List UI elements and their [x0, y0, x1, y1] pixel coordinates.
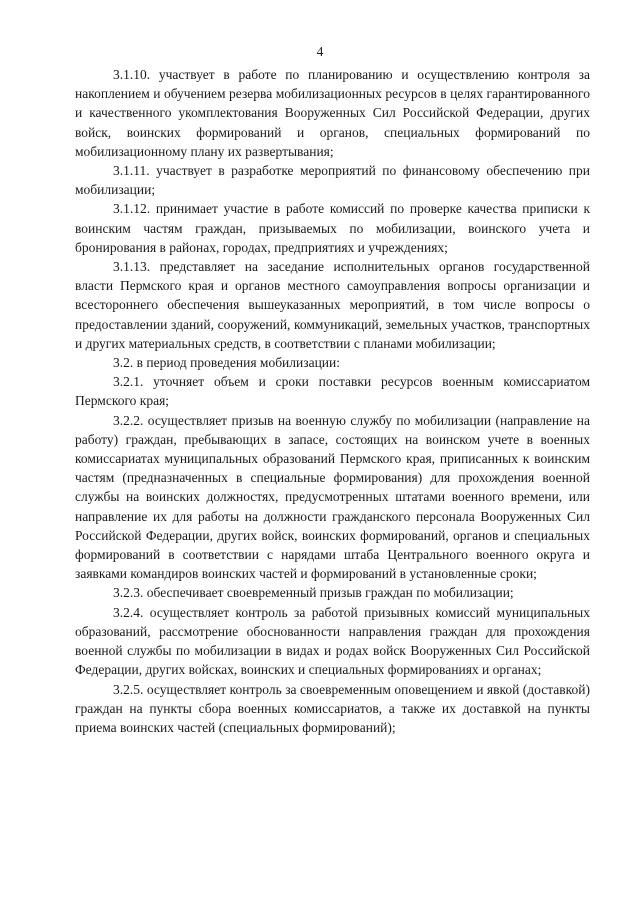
paragraph-3-1-11: 3.1.11. участвует в разработке мероприятий по финансовому обеспечению при мобилизации;: [75, 163, 590, 198]
document-body: [75, 65, 590, 737]
paragraph-3-2-4: 3.2.4. осуществляет контроль за работой призывных комиссий муниципальных образований, рассмотрение обоснованности направления граждан для прохождения военной службы по мобилизации в видах и родах войск Вооруженных Сил Российской Федерации, других войсках, воинских и специальных формированиях и органах;: [75, 604, 590, 678]
paragraph-3-2-1: 3.2.1. уточняет объем и сроки поставки ресурсов военным комиссариатом Пермского края;: [75, 374, 590, 409]
paragraph-3-1-13: 3.1.13. представляет на заседание исполнительных органов государственной власти Пермского края и органов местного самоуправления вопросы организации и всестороннего обеспечения вышеуказанных мероприятий, в том числе вопросы о предоставлении зданий, сооружений, коммуникаций, земельных участков, транспортных и других материальных средств, в соответствии с планами мобилизации;: [75, 259, 590, 351]
paragraph-3-2: 3.2. в период проведения мобилизации:: [113, 355, 340, 371]
paragraph-3-1-12: 3.1.12. принимает участие в работе комиссий по проверке качества приписки к воинским частям граждан, призываемых по мобилизации, воинского учета и бронирования в районах, городах, предприятиях и учреждениях;: [75, 201, 590, 255]
page-number: 4: [316, 44, 324, 59]
paragraph-3-2-3: 3.2.3. обеспечивает своевременный призыв граждан по мобилизации;: [113, 585, 514, 601]
paragraph-3-2-5: 3.2.5. осуществляет контроль за своевременным оповещением и явкой (доставкой) граждан на пункты сбора военных комиссариатов, а также их доставкой на пункты приема воинских частей (специальных формирований);: [75, 681, 590, 735]
paragraph-3-2-2: 3.2.2. осуществляет призыв на военную службу по мобилизации (направление на работу) граждан, пребывающих в запасе, состоящих на воинском учете в военных комиссариатах муниципальных образований Пермского края, приписанных к воинским частям (предназначенных в специальные формирования) для прохождения военной службы на воинских должностях, предусмотренных штатами военного времени, или направление их для работы на должности гражданского персонала Вооруженных Сил Российской Федерации, других войск, воинских формирований, органов и специальных формирований в соответствии с нарядами штаба Центрального военного округа и заявками командиров воинских частей и формирований в установленные сроки;: [75, 412, 590, 582]
paragraph-3-1-10: 3.1.10. участвует в работе по планированию и осуществлению контроля за накоплением и обучением резерва мобилизационных ресурсов в целях гарантированного и качественного укомплектования Вооруженных Сил Российской Федерации, других войск, воинских формирований и органов, специальных формирований по мобилизационному плану их развертывания;: [75, 67, 590, 159]
